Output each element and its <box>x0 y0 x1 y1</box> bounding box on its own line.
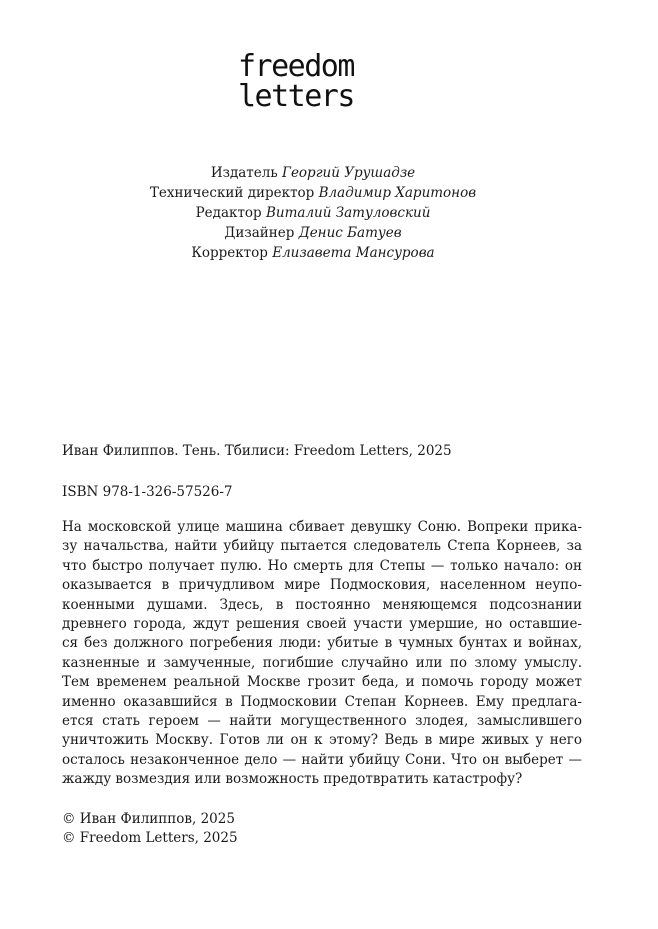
copyright-block <box>62 810 582 849</box>
annotation-line: именно оказавшийся в Подмосковии Степан Корнеев. Ему предлага- <box>62 693 582 710</box>
credit-role: Корректор <box>191 245 268 261</box>
annotation-line: коенными душами. Здесь, в постоянно меняющемся подсознании <box>62 596 582 613</box>
credit-role: Редактор <box>195 205 262 221</box>
annotation-line: уничтожить Москву. Готов ли он к этому? Ведь в мире живых у него <box>62 732 582 749</box>
annotation-line: древнего города, ждут решения своей участи умершие, но оставшие- <box>62 616 582 633</box>
credit-name: Елизавета Мансурова <box>272 245 435 261</box>
logo-line-freedom: freedom <box>238 49 354 84</box>
bibliographic-citation: Иван Филиппов. Тень. Тбилиси: Freedom Letters, 2025 <box>62 443 452 459</box>
annotation-line: зу начальства, найти убийцу пытается следователь Степа Корнеев, за <box>62 538 582 555</box>
copyright-publisher: © Freedom Letters, 2025 <box>62 830 238 847</box>
annotation-line: Тем временем реальной Москве грозит беда, и помочь городу может <box>62 674 582 691</box>
annotation-line: ся без должного погребения люди: убитые в чумных бунтах и войнах, <box>62 635 582 652</box>
credit-editor <box>0 203 626 223</box>
publisher-logo <box>238 49 398 114</box>
copyright-author: © Иван Филиппов, 2025 <box>62 811 235 827</box>
annotation-line: оказывается в причудливом мире Подмосковия, населенном неупо- <box>62 577 582 594</box>
credit-name: Денис Батуев <box>298 225 402 241</box>
annotation-line: На московской улице машина сбивает девушку Соню. Вопреки прика- <box>62 519 582 535</box>
credit-name: Виталий Затуловский <box>265 205 431 221</box>
credits-block <box>0 163 626 263</box>
credit-role: Технический директор <box>149 185 315 201</box>
annotation-line: ется стать героем — найти могущественного злодея, замыслившего <box>62 713 582 730</box>
credit-designer <box>0 223 626 243</box>
credit-publisher <box>0 163 626 183</box>
credit-role: Дизайнер <box>224 225 295 241</box>
annotation-line: осталось незаконченное дело — найти убийцу Сони. Что он выберет — <box>62 751 582 768</box>
annotation-line: казненные и замученные, погибшие случайно или по злому умыслу. <box>62 654 582 671</box>
logo-line-letters: letters <box>238 79 354 114</box>
book-annotation <box>62 518 582 790</box>
annotation-line: что быстро получает пулю. Но смерть для Степы — только начало: он <box>62 557 582 574</box>
isbn-number: ISBN 978-1-326-57526-7 <box>62 484 233 500</box>
credit-role: Издатель <box>210 165 278 181</box>
credit-technical-director <box>0 183 626 203</box>
credit-name: Владимир Харитонов <box>318 185 477 201</box>
annotation-line: жажду возмездия или возможность предотвратить катастрофу? <box>62 771 523 788</box>
credit-name: Георгий Урушадзе <box>282 165 416 181</box>
credit-proofreader <box>0 243 626 263</box>
